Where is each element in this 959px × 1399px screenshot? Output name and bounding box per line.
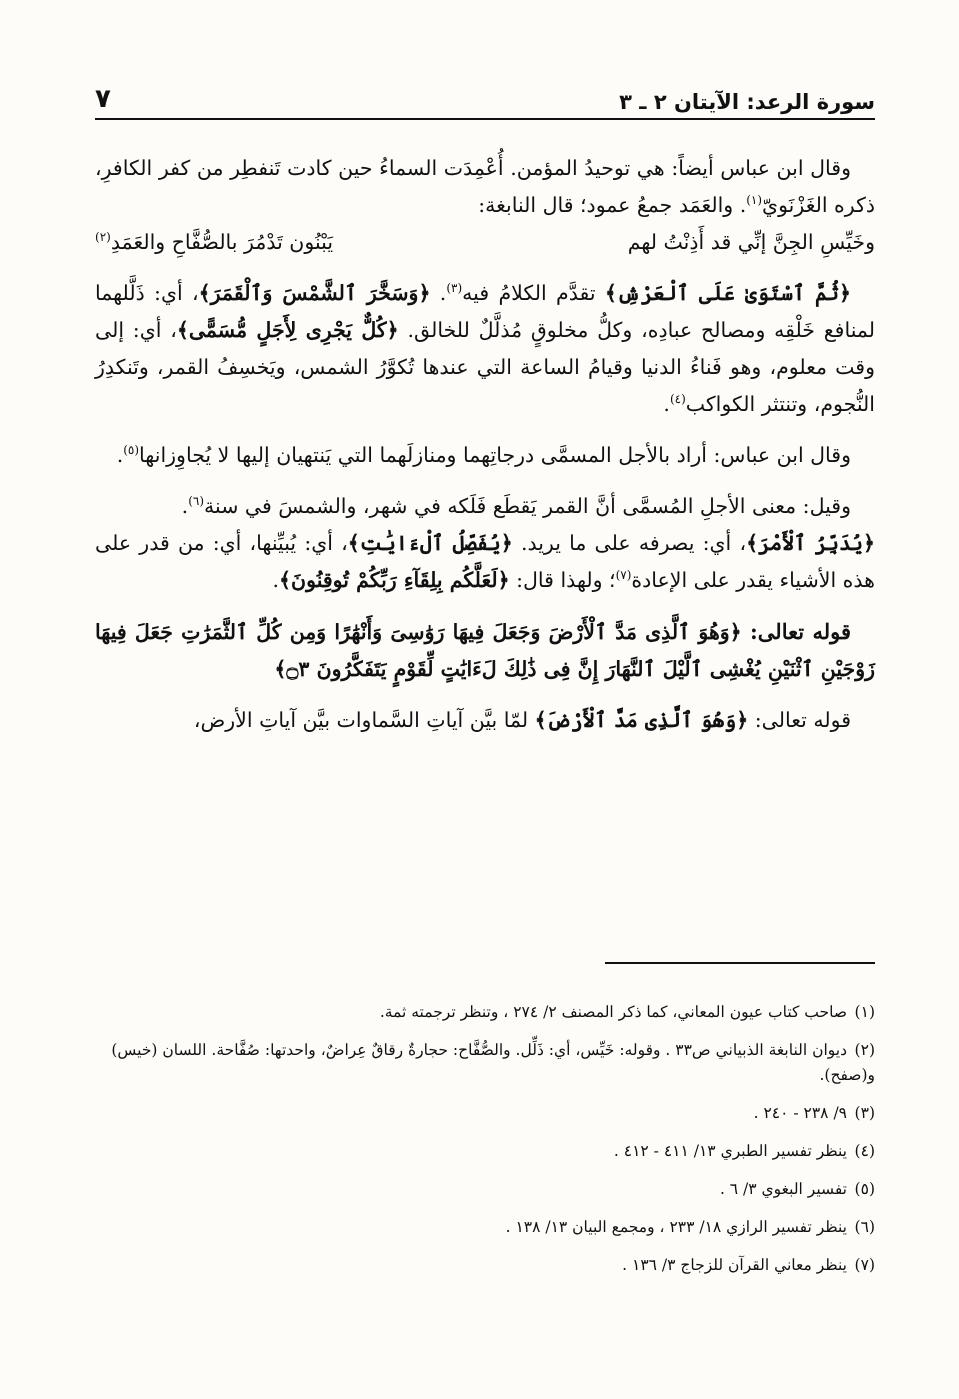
verse-hemistich-2: يَبْنُون تَدْمُرَ بالصُّفَّاحِ والعَمَدِ$^{(٢)}$ xyxy=(95,230,334,254)
footnote-ref-1: (١) xyxy=(746,193,763,208)
footnote-number: (٤) xyxy=(854,1142,875,1160)
footnote-number: (٧) xyxy=(854,1256,875,1274)
verse-heading-paragraph xyxy=(95,613,875,688)
footnote xyxy=(95,1139,875,1164)
footnote-number: (٦) xyxy=(854,1218,875,1236)
footnote-ref-5: (٥) xyxy=(123,443,140,458)
paragraph-3: وقال ابن عباس: أراد بالأجل المسمَّى درجاتِهما ومنازلَهما التي يَنتهيان إليها لا يُجاوِزانها$^{(٥)}$. xyxy=(116,443,851,467)
paragraph-1: وقال ابن عباس أيضاً: هي توحيدُ المؤمن. أُعْمِدَت السماءُ حين كادت تَنفطِر من كفر الكافرِ، ذكره الغَزْنَويّ$^{(١)}$. والعَمَد جمعُ عمود؛ قال النابغة: xyxy=(95,156,875,217)
footnote-text: ينظر معاني القرآن للزجاج ٣/ ١٣٦ . xyxy=(622,1256,847,1274)
footnote xyxy=(95,1038,875,1088)
quran-verse: ﴿وَهُوَ ٱلَّذِى مَدَّ ٱلْأَرْضَ وَجَعَلَ فِيهَا رَوَٰسِىَ وَأَنْهَٰرًا وَمِن كُلِّ ٱلثَّمَرَٰتِ جَعَلَ فِيهَا زَوْجَيْنِ ٱثْنَيْنِ يُغْشِى ٱلَّيْلَ ٱلنَّهَارَ إِنَّ فِى ذَٰلِكَ لَءَايَٰتٍ لِّقَوْمٍ يَتَفَكَّرُونَ ۝٣﴾ xyxy=(95,620,875,681)
footnote-text: تفسير البغوي ٣/ ٦ . xyxy=(719,1180,847,1198)
paragraph-2: ﴿ثُمَّ ٱسْتَوَىٰ عَلَى ٱلْعَرْشِ﴾ تقدَّم الكلامُ فيه$^{(٣)}$. ﴿وَسَخَّرَ ٱلشَّمْسَ وَٱلْقَمَرَ﴾، أي: ذَلَّلهما لمنافع خَلْقِه ومصالح عبادِه، وكلُّ مخلوقٍ مُذلَّلٌ للخالق. ﴿كُلٌّ يَجْرِى لِأَجَلٍ مُّسَمًّى﴾، أي: إلى وقت معلوم، وهو فَناءُ الدنيا وقيامُ الساعة التي عندها تُكوَّرُ الشمس، ويَخسِفُ القمر، وتَنكدِرُ النُّجوم، وتنتثر الكواكب$^{(٤)}$. xyxy=(95,281,875,416)
footnote-ref-3: (٣) xyxy=(446,281,463,296)
footnote-ref-2: (٢) xyxy=(95,230,111,245)
footnote-number: (٥) xyxy=(854,1180,875,1198)
poetry-verse xyxy=(95,224,875,261)
footnote xyxy=(95,1177,875,1202)
footnote-ref-4: (٤) xyxy=(669,392,686,407)
footnote xyxy=(95,1000,875,1025)
footnote-text: ينظر تفسير الطبري ١٣/ ٤١١ - ٤١٢ . xyxy=(613,1142,847,1160)
quran-quote: ﴿كُلٌّ يَجْرِى لِأَجَلٍ مُّسَمًّى﴾ xyxy=(176,318,399,342)
paragraph-4: وقيل: معنى الأجلِ المُسمَّى أنَّ القمر يَقطَع فَلَكه في شهر، والشمسَ في سنة$^{(٦)}$. xyxy=(181,494,851,518)
page-number: ٧ xyxy=(95,84,111,114)
header-rule xyxy=(95,118,875,120)
quran-quote: ﴿وَسَخَّرَ ٱلشَّمْسَ وَٱلْقَمَرَ﴾ xyxy=(198,281,431,305)
footnotes xyxy=(95,1000,875,1291)
footnote-ref-7: (٧) xyxy=(615,568,632,583)
footnote-number: (١) xyxy=(854,1003,875,1021)
running-title: سورة الرعد: الآيتان ٢ ـ ٣ xyxy=(619,90,875,114)
paragraph-7: قوله تعالى: ﴿وَهُوَ ٱلَّذِى مَدَّ ٱلْأَرْضَ﴾ لمّا بيَّن آياتِ السَّماوات بيَّن آياتِ الأرض، xyxy=(193,708,851,732)
footnote-number: (٣) xyxy=(854,1104,875,1122)
footnote-text: ينظر تفسير الرازي ١٨/ ٢٣٣ ، ومجمع البيان ١٣/ ١٣٨ . xyxy=(505,1218,847,1236)
footnote xyxy=(95,1253,875,1278)
quran-quote: ﴿لَعَلَّكُم بِلِقَآءِ رَبِّكُمْ تُوقِنُونَ﴾ xyxy=(279,568,510,592)
footnote xyxy=(95,1215,875,1240)
footnote xyxy=(95,1101,875,1126)
footnote-text: ديوان النابغة الذبياني ص٣٣ . وقوله: خَيِّس، أي: ذَلِّل. والصُّفَّاح: حجارةٌ رقاقٌ عِراضٌ، واحدتها: صُفَّاحة. اللسان (خيس) و(صفح). xyxy=(111,1041,875,1084)
verse-hemistich-1: وخَيِّسِ الجِنَّ إنِّي قد أَذِنْتُ لهم xyxy=(627,230,875,254)
footnote-text: ٩/ ٢٣٨ - ٢٤٠ . xyxy=(753,1104,847,1122)
footnote-separator xyxy=(605,962,875,964)
verse-heading: قوله تعالى: xyxy=(741,619,851,644)
quran-quote: ﴿يُفَصِّلُ ٱلْءَايَٰتِ﴾ xyxy=(347,531,513,555)
quran-quote: ﴿يُدَبِّرُ ٱلْأَمْرَ﴾ xyxy=(746,531,875,555)
paragraph-5: ﴿يُدَبِّرُ ٱلْأَمْرَ﴾، أي: يصرفه على ما يريد. ﴿يُفَصِّلُ ٱلْءَايَٰتِ﴾، أي: يُبيِّنها، أي: من قدر على هذه الأشياء يقدر على الإعادة$^{(٧)}$؛ ولهذا قال: ﴿لَعَلَّكُم بِلِقَآءِ رَبِّكُمْ تُوقِنُونَ﴾. xyxy=(95,531,875,592)
quran-quote: ﴿وَهُوَ ٱلَّذِى مَدَّ ٱلْأَرْضَ﴾ xyxy=(534,708,749,732)
footnote-number: (٢) xyxy=(854,1041,875,1059)
main-text xyxy=(95,150,875,739)
page-header xyxy=(95,74,875,114)
footnote-ref-6: (٦) xyxy=(188,494,205,509)
quran-quote: ﴿ثُمَّ ٱسْتَوَىٰ عَلَى ٱلْعَرْشِ﴾ xyxy=(604,281,852,305)
footnote-text: صاحب كتاب عيون المعاني، كما ذكر المصنف ٢/ ٢٧٤ ، وتنظر ترجمته ثمة. xyxy=(379,1003,847,1021)
